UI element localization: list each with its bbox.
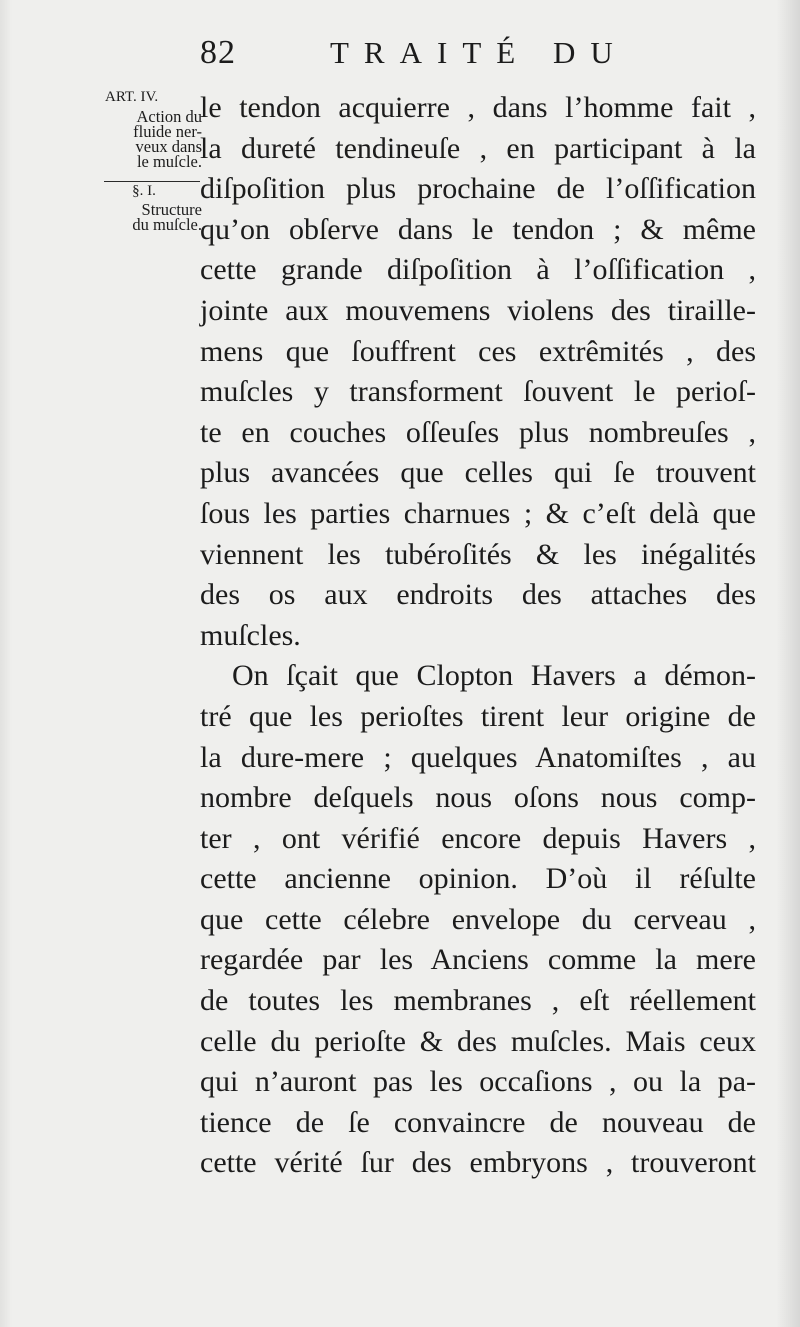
text-line: muſcles y transforment ſouvent le perioſ-: [200, 375, 756, 409]
text-line: mens que ſouffrent ces extrêmités , des: [200, 334, 756, 368]
text-line: la dureté tendineuſe , en participant à la: [200, 131, 756, 165]
text-line: tré que les perioſtes tirent leur origine de: [200, 699, 756, 733]
text-line: celle du perioſte & des muſcles. Mais ceux: [200, 1024, 756, 1058]
text-line: ter , ont vérifié encore depuis Havers ,: [200, 821, 756, 855]
text-line: qui n’auront pas les occaſions , ou la pa-: [200, 1065, 756, 1099]
text-line: cette vérité ſur des embryons , trouveront: [200, 1146, 756, 1180]
margin-note-line: le muſcle.: [136, 152, 202, 171]
margin-note-line: du muſcle.: [132, 215, 202, 234]
margin-notes: [102, 90, 202, 232]
section-marker: §. I.: [132, 183, 156, 199]
margin-rule: [104, 181, 200, 182]
text-line: te en couches oſſeuſes plus nombreuſes ,: [200, 415, 756, 449]
text-line: cette ancienne opinion. D’où il réſulte: [200, 862, 756, 896]
text-line: tience de ſe convaincre de nouveau de: [200, 1105, 756, 1139]
text-line: qu’on obſerve dans le tendon ; & même: [200, 212, 756, 246]
text-line: diſpoſition plus prochaine de l’oſſification: [200, 172, 756, 206]
text-line: regardée par les Anciens comme la mere: [200, 943, 756, 977]
text-line: que cette célebre envelope du cerveau ,: [200, 902, 756, 936]
text-line: nombre deſquels nous oſons nous comp-: [200, 781, 756, 815]
running-head: [0, 28, 800, 78]
margin-note-line: veux dans: [135, 137, 202, 156]
margin-note-structure: [102, 202, 202, 232]
text-line: la dure-mere ; quelques Anatomiſtes , au: [200, 740, 756, 774]
page-edge-shadow: [776, 0, 800, 1327]
body-text: [200, 88, 756, 1184]
margin-note-line: Structure: [141, 200, 202, 219]
text-line: de toutes les membranes , eſt réellement: [200, 984, 756, 1018]
paragraph-start-line: On ſçait que Clopton Havers a démon-: [232, 659, 756, 693]
text-line: le tendon acquierre , dans l’homme fait ,: [200, 91, 756, 124]
text-line: cette grande diſpoſition à l’oſſification ,: [200, 253, 756, 287]
margin-note-line: Action du: [136, 107, 202, 126]
paragraph-end-line: muſcles.: [200, 618, 301, 652]
page-number: 82: [200, 34, 236, 71]
running-title: TRAITÉ DU: [330, 35, 628, 70]
text-line: viennent les tubéroſités & les inégalités: [200, 537, 756, 571]
text-line: jointe aux mouvemens violens des tiraille-: [200, 293, 756, 327]
text-line: des os aux endroits des attaches des: [200, 578, 756, 612]
page-gutter-shade: [0, 0, 12, 1327]
margin-note-line: fluide ner-: [133, 122, 202, 141]
article-marker: ART. IV.: [105, 89, 159, 105]
margin-note-action: [102, 109, 202, 169]
text-line: plus avancées que celles qui ſe trouvent: [200, 456, 756, 490]
text-line: ſous les parties charnues ; & c’eſt delà que: [200, 496, 756, 530]
